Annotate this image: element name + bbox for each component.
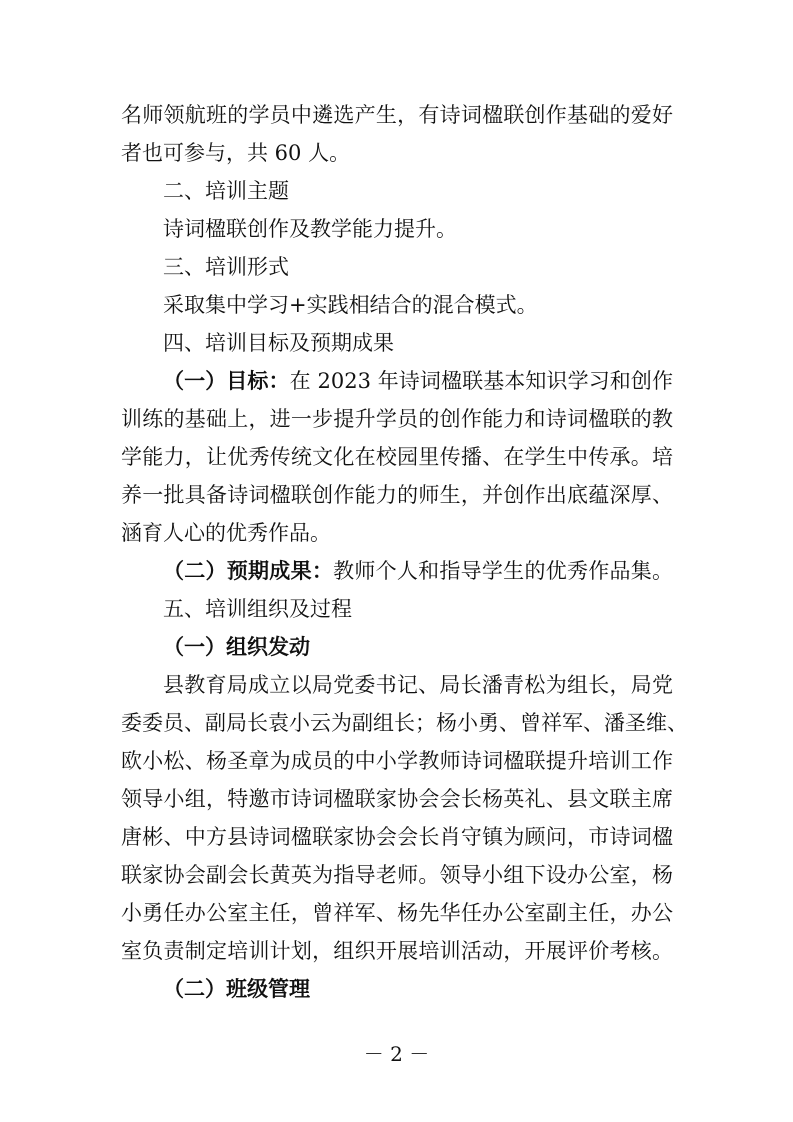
body-line: 委委员、副局长袁小云为副组长；杨小勇、曾祥军、潘圣维、	[121, 711, 688, 735]
subsection-heading: （二）班级管理	[163, 976, 310, 1001]
subsection-heading: （一）组织发动	[163, 634, 310, 659]
body-line: 养一批具备诗词楹联创作能力的师生，并创作出底蕴深厚、	[121, 483, 673, 507]
body-line: 县教育局成立以局党委书记、局长潘青松为组长，局党	[163, 673, 673, 697]
body-line: 者也可参与，共 60 人。	[121, 141, 351, 165]
goal-label: （一）目标：	[163, 368, 290, 393]
body-line: 小勇任办公室主任，曾祥军、杨先华任办公室副主任，办公	[121, 901, 673, 925]
body-line: 名师领航班的学员中遴选产生，有诗词楹联创作基础的爱好	[121, 103, 673, 127]
body-line: 诗词楹联创作及教学能力提升。	[163, 217, 457, 241]
body-line: 学能力，让优秀传统文化在校园里传播、在学生中传承。培	[121, 445, 673, 469]
outcome-label: （二）预期成果：	[163, 558, 334, 583]
body-line: 采取集中学习+实践相结合的混合模式。	[163, 293, 538, 317]
body-line: 欧小松、杨圣章为成员的中小学教师诗词楹联提升培训工作	[121, 749, 673, 773]
goal-text: 在 2023 年诗词楹联基本知识学习和创作	[289, 369, 674, 393]
section-heading: 四、培训目标及预期成果	[163, 331, 394, 355]
outcome-text: 教师个人和指导学生的优秀作品集。	[333, 559, 674, 583]
body-line: 涵育人心的优秀作品。	[121, 521, 331, 545]
body-line: 训练的基础上，进一步提升学员的创作能力和诗词楹联的教	[121, 407, 673, 431]
section-heading: 三、培训形式	[163, 255, 289, 279]
section-heading: 五、培训组织及过程	[163, 597, 352, 621]
body-line: 领导小组，特邀市诗词楹联家协会会长杨英礼、县文联主席	[121, 787, 673, 811]
page-number: － 2 －	[363, 1042, 430, 1066]
body-line: 室负责制定培训计划，组织开展培训活动，开展评价考核。	[121, 939, 673, 963]
body-line: 联家协会副会长黄英为指导老师。领导小组下设办公室，杨	[121, 863, 673, 887]
goal-line	[163, 367, 673, 395]
body-line: 唐彬、中方县诗词楹联家协会会长肖守镇为顾问，市诗词楹	[121, 825, 673, 849]
outcome-line	[163, 557, 673, 585]
section-heading: 二、培训主题	[163, 179, 289, 203]
